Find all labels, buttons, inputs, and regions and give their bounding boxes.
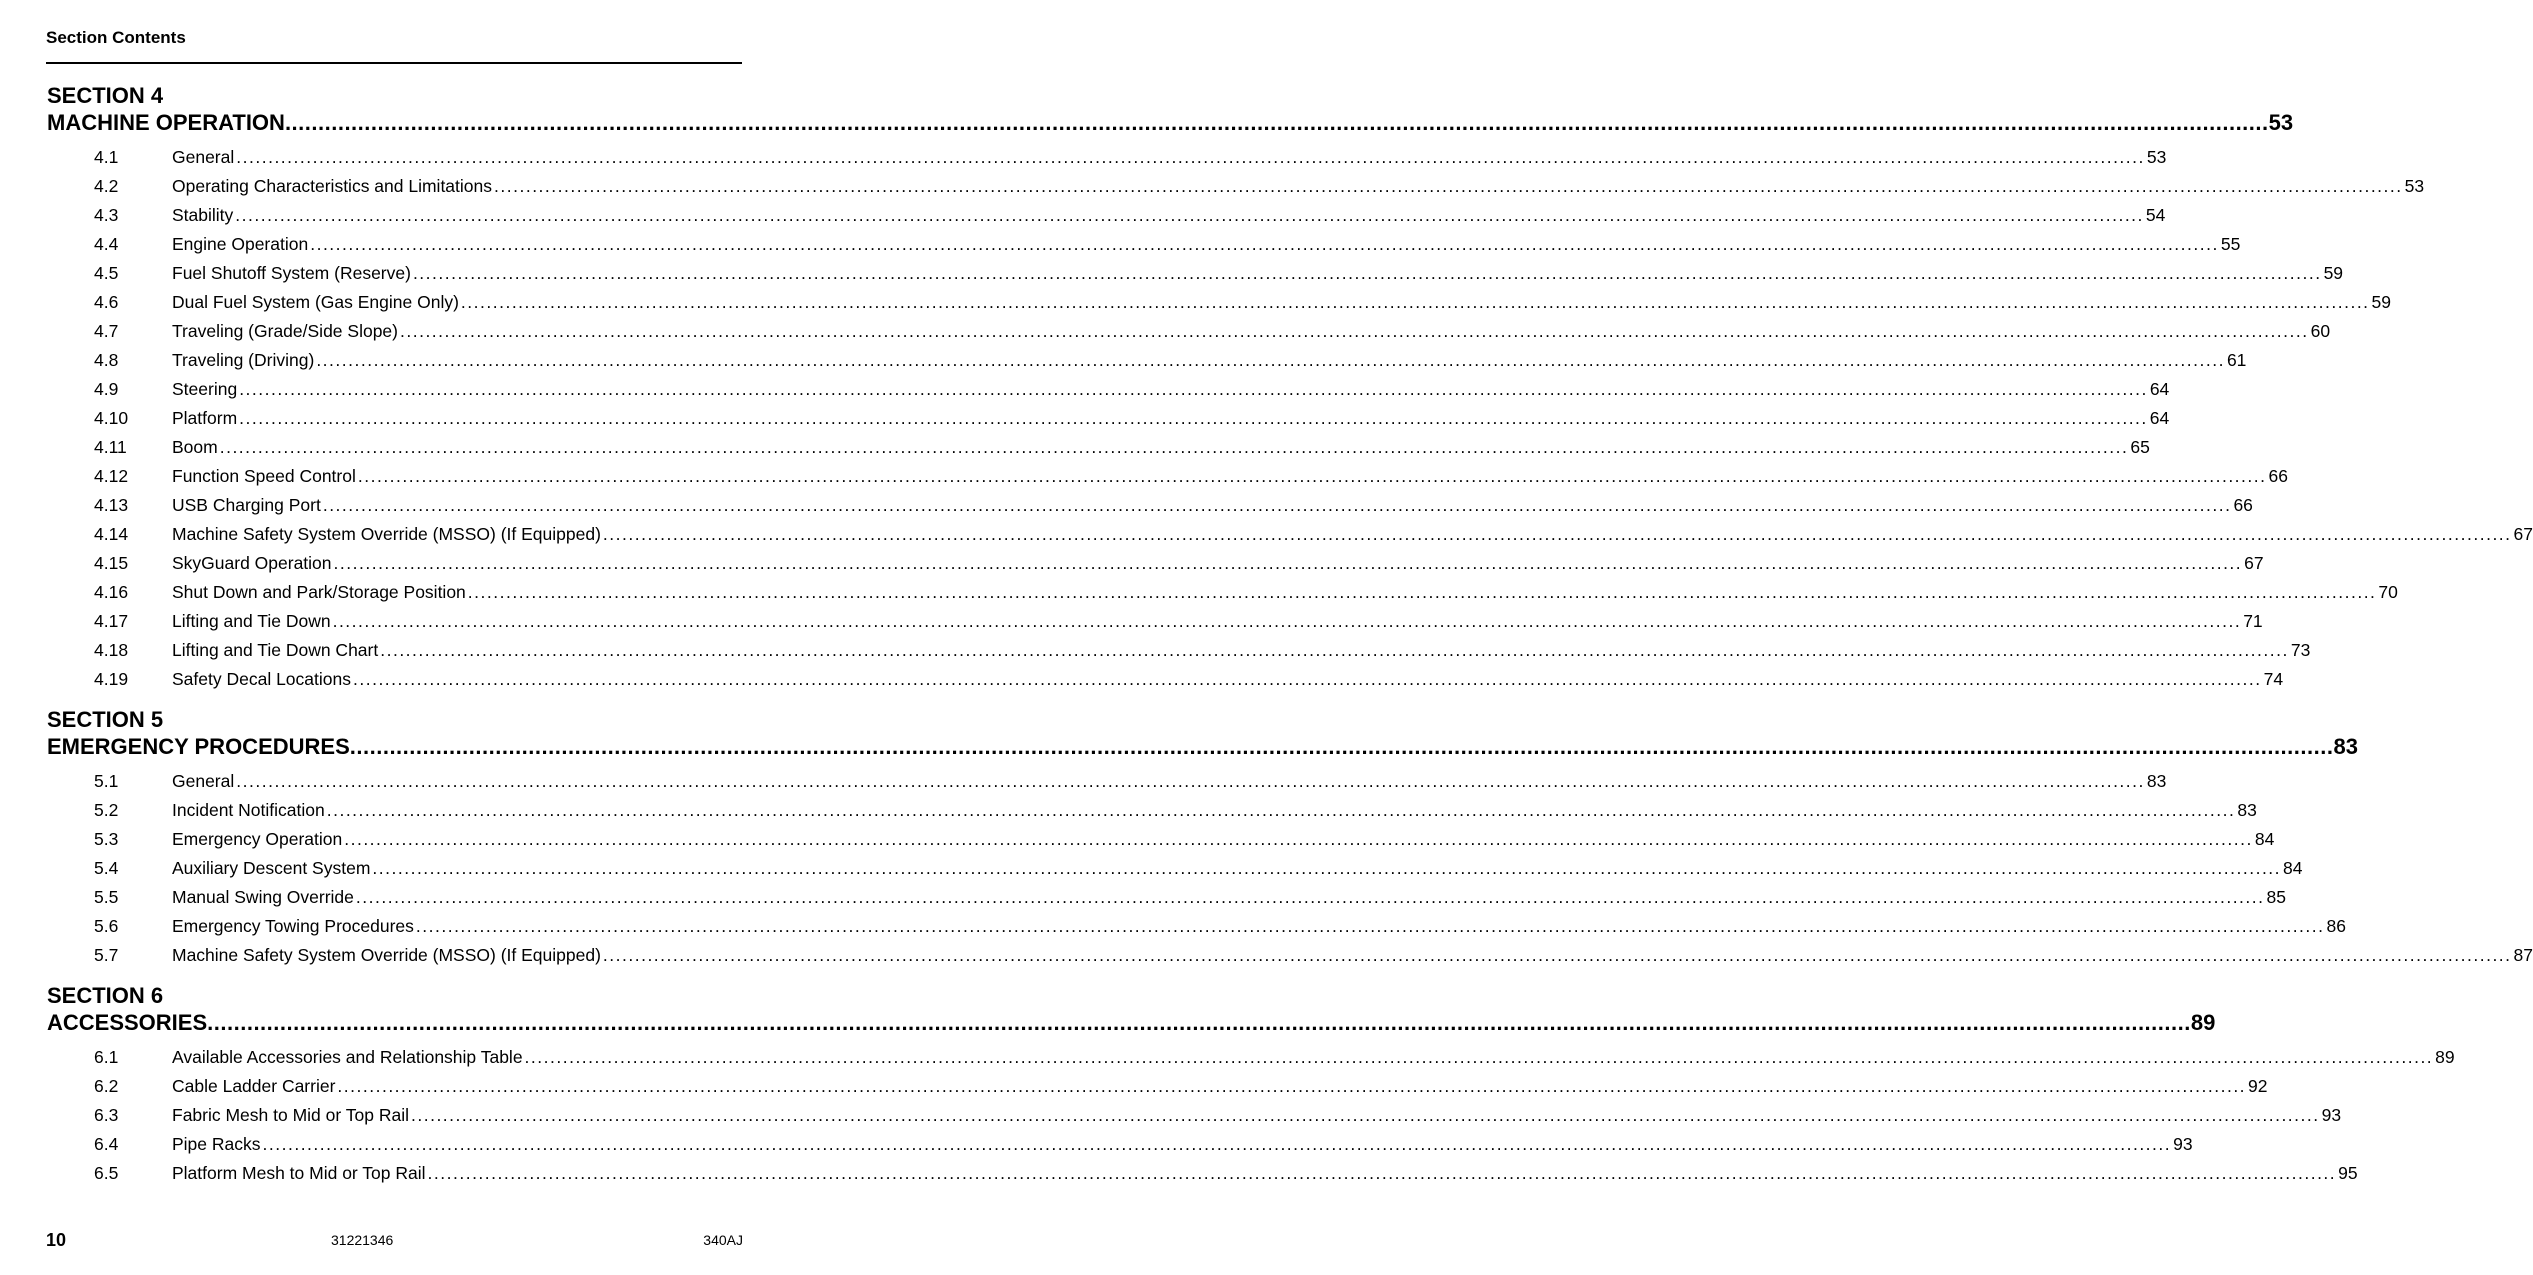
footer-model: 340AJ — [703, 1232, 743, 1248]
dot-leader: ............................................................................................................................................................................................................................................................................................................ — [316, 350, 2225, 370]
dot-leader: ............................................................................................................................................................................................................................................................................................................ — [207, 1010, 2191, 1035]
entry-number: 4.2 — [94, 176, 119, 196]
entry-title: Shut Down and Park/Storage Position — [172, 582, 466, 602]
entry-number: 4.3 — [94, 205, 119, 225]
dot-leader: ............................................................................................................................................................................................................................................................................................................ — [380, 640, 2289, 660]
toc-entry — [47, 665, 2284, 694]
toc-section — [47, 982, 2455, 1188]
entry-page-number: 93 — [2173, 1134, 2193, 1154]
entry-title: General — [172, 771, 235, 791]
toc-entry — [47, 796, 2257, 825]
dot-leader: ............................................................................................................................................................................................................................................................................................................ — [337, 1076, 2247, 1096]
entry-number: 4.15 — [94, 553, 129, 573]
entry-number: 4.13 — [94, 495, 129, 515]
entry-number: 5.5 — [94, 887, 119, 907]
entry-number: 4.12 — [94, 466, 129, 486]
entry-title: Incident Notification — [172, 800, 325, 820]
entry-title: Available Accessories and Relationship Table — [172, 1047, 523, 1067]
footer-document-number: 31221346 — [331, 1232, 394, 1248]
toc-entry — [47, 375, 2170, 404]
toc-entry — [47, 259, 2344, 288]
toc-entry — [47, 1043, 2455, 1072]
dot-leader: ............................................................................................................................................................................................................................................................................................................ — [400, 321, 2309, 341]
dot-leader: ............................................................................................................................................................................................................................................................................................................ — [262, 1134, 2172, 1154]
entry-page-number: 93 — [2321, 1105, 2342, 1125]
entry-title: Stability — [172, 205, 234, 225]
dot-leader: ............................................................................................................................................................................................................................................................................................................ — [494, 176, 2403, 196]
entry-number: 4.7 — [94, 321, 119, 341]
entry-page-number: 71 — [2243, 611, 2263, 631]
entry-title: Engine Operation — [172, 234, 309, 254]
entry-number: 5.7 — [94, 945, 119, 965]
toc-entry — [47, 288, 2392, 317]
dot-leader: ............................................................................................................................................................................................................................................................................................................ — [239, 379, 2148, 399]
section-title-row — [47, 109, 2294, 137]
toc-entry — [47, 767, 2167, 796]
dot-leader: ............................................................................................................................................................................................................................................................................................................ — [235, 205, 2144, 225]
table-of-contents — [47, 82, 2533, 1200]
entry-page-number: 87 — [2513, 945, 2533, 965]
section-page-number: 53 — [2268, 110, 2294, 135]
toc-entry — [47, 854, 2303, 883]
section-number: SECTION 5 — [47, 707, 164, 732]
entry-title: Machine Safety System Override (MSSO) (If Equipped) — [172, 945, 601, 965]
entry-number: 4.11 — [94, 437, 127, 457]
entry-page-number: 74 — [2263, 669, 2284, 689]
section-title: EMERGENCY PROCEDURES — [47, 734, 350, 759]
entry-number: 5.3 — [94, 829, 119, 849]
entry-title: Emergency Operation — [172, 829, 343, 849]
entry-title: Auxiliary Descent System — [172, 858, 371, 878]
dot-leader: ............................................................................................................................................................................................................................................................................................................ — [349, 734, 2334, 759]
toc-entry — [47, 912, 2346, 941]
dot-leader: ............................................................................................................................................................................................................................................................................................................ — [344, 829, 2253, 849]
entry-title: Safety Decal Locations — [172, 669, 351, 689]
entry-page-number: 59 — [2323, 263, 2344, 283]
entry-title: Fabric Mesh to Mid or Top Rail — [172, 1105, 409, 1125]
entry-number: 6.1 — [94, 1047, 119, 1067]
entry-title: Emergency Towing Procedures — [172, 916, 414, 936]
entry-page-number: 64 — [2149, 379, 2170, 399]
dot-leader: ............................................................................................................................................................................................................................................................................................................ — [460, 292, 2370, 312]
entry-page-number: 83 — [2237, 800, 2257, 820]
entry-number: 4.6 — [94, 292, 119, 312]
entry-page-number: 66 — [2268, 466, 2288, 486]
entry-number: 4.8 — [94, 350, 119, 370]
entry-page-number: 53 — [2404, 176, 2425, 196]
entry-number: 4.4 — [94, 234, 119, 254]
toc-section — [47, 82, 2533, 694]
toc-section — [47, 706, 2533, 970]
section-title: MACHINE OPERATION — [47, 110, 285, 135]
section-page-number: 89 — [2190, 1010, 2216, 1035]
dot-leader: ............................................................................................................................................................................................................................................................................................................ — [602, 945, 2512, 965]
entry-title: Lifting and Tie Down Chart — [172, 640, 379, 660]
toc-entry — [47, 883, 2286, 912]
toc-entry — [47, 433, 2150, 462]
entry-number: 6.2 — [94, 1076, 119, 1096]
entry-page-number: 92 — [2248, 1076, 2268, 1096]
dot-leader: ............................................................................................................................................................................................................................................................................................................ — [236, 771, 2145, 791]
entry-number: 4.16 — [94, 582, 129, 602]
entry-page-number: 61 — [2226, 350, 2247, 370]
dot-leader: ............................................................................................................................................................................................................................................................................................................ — [524, 1047, 2434, 1067]
entry-page-number: 67 — [2513, 524, 2533, 544]
entry-number: 4.18 — [94, 640, 129, 660]
toc-entry — [47, 1159, 2358, 1188]
section-title: ACCESSORIES — [47, 1010, 208, 1035]
dot-leader: ............................................................................................................................................................................................................................................................................................................ — [239, 408, 2148, 428]
entry-title: General — [172, 147, 235, 167]
entry-page-number: 66 — [2233, 495, 2253, 515]
toc-entry — [47, 578, 2398, 607]
entry-number: 5.4 — [94, 858, 119, 878]
dot-leader: ............................................................................................................................................................................................................................................................................................................ — [357, 466, 2267, 486]
toc-entry — [47, 825, 2275, 854]
entry-page-number: 84 — [2283, 858, 2303, 878]
dot-leader: ............................................................................................................................................................................................................................................................................................................ — [236, 147, 2145, 167]
section-title-row — [47, 733, 2358, 761]
entry-number: 6.5 — [94, 1163, 119, 1183]
entry-page-number: 53 — [2146, 147, 2167, 167]
entry-number: 4.19 — [94, 669, 129, 689]
section-page-number: 83 — [2333, 734, 2358, 759]
dot-leader: ............................................................................................................................................................................................................................................................................................................ — [467, 582, 2377, 602]
dot-leader: ............................................................................................................................................................................................................................................................................................................ — [372, 858, 2282, 878]
header-divider — [46, 62, 742, 64]
entry-title: Traveling (Grade/Side Slope) — [172, 321, 398, 341]
entry-page-number: 60 — [2310, 321, 2331, 341]
entry-title: Dual Fuel System (Gas Engine Only) — [172, 292, 459, 312]
entry-number: 6.3 — [94, 1105, 119, 1125]
entry-title: Operating Characteristics and Limitations — [172, 176, 493, 196]
entry-page-number: 64 — [2149, 408, 2170, 428]
toc-entry — [47, 317, 2331, 346]
toc-entry — [47, 520, 2533, 549]
dot-leader: ............................................................................................................................................................................................................................................................................................................ — [411, 1105, 2320, 1125]
entry-page-number: 54 — [2145, 205, 2166, 225]
entry-title: Manual Swing Override — [172, 887, 354, 907]
toc-entry — [47, 607, 2263, 636]
dot-leader: ............................................................................................................................................................................................................................................................................................................ — [332, 611, 2242, 631]
toc-entry — [47, 636, 2311, 665]
entry-page-number: 70 — [2378, 582, 2398, 602]
dot-leader: ............................................................................................................................................................................................................................................................................................................ — [219, 437, 2129, 457]
toc-entry — [47, 404, 2170, 433]
entry-page-number: 83 — [2146, 771, 2167, 791]
entry-page-number: 67 — [2244, 553, 2264, 573]
entry-number: 4.17 — [94, 611, 129, 631]
entry-number: 4.14 — [94, 524, 129, 544]
toc-entry — [47, 143, 2167, 172]
entry-title: Traveling (Driving) — [172, 350, 315, 370]
toc-entry — [47, 230, 2241, 259]
toc-entry — [47, 172, 2425, 201]
entry-page-number: 95 — [2338, 1163, 2358, 1183]
toc-entry — [47, 549, 2264, 578]
entry-title: SkyGuard Operation — [172, 553, 332, 573]
dot-leader: ............................................................................................................................................................................................................................................................................................................ — [322, 495, 2232, 515]
entry-title: Cable Ladder Carrier — [172, 1076, 336, 1096]
entry-title: Boom — [172, 437, 218, 457]
entry-number: 4.9 — [94, 379, 119, 399]
entry-page-number: 85 — [2266, 887, 2286, 907]
toc-entry — [47, 941, 2533, 970]
section-number: SECTION 4 — [47, 83, 164, 108]
entry-page-number: 59 — [2371, 292, 2392, 312]
dot-leader: ............................................................................................................................................................................................................................................................................................................ — [415, 916, 2325, 936]
entry-title: Fuel Shutoff System (Reserve) — [172, 263, 411, 283]
toc-entry — [47, 462, 2288, 491]
entry-number: 4.5 — [94, 263, 119, 283]
toc-entry — [47, 1101, 2342, 1130]
entry-page-number: 84 — [2254, 829, 2275, 849]
dot-leader: ............................................................................................................................................................................................................................................................................................................ — [353, 669, 2262, 689]
dot-leader: ............................................................................................................................................................................................................................................................................................................ — [326, 800, 2236, 820]
dot-leader: ............................................................................................................................................................................................................................................................................................................ — [412, 263, 2322, 283]
entry-title: USB Charging Port — [172, 495, 321, 515]
toc-entry — [47, 346, 2247, 375]
entry-title: Steering — [172, 379, 238, 399]
entry-number: 5.1 — [94, 771, 119, 791]
entry-page-number: 89 — [2435, 1047, 2455, 1067]
toc-entry — [47, 201, 2166, 230]
entry-number: 4.10 — [94, 408, 129, 428]
footer-page-number: 10 — [46, 1230, 67, 1250]
page-header-title: Section Contents — [46, 28, 186, 47]
dot-leader: ............................................................................................................................................................................................................................................................................................................ — [602, 524, 2512, 544]
toc-entry — [47, 491, 2253, 520]
section-title-row — [47, 1009, 2216, 1037]
entry-page-number: 86 — [2326, 916, 2346, 936]
entry-number: 5.6 — [94, 916, 119, 936]
entry-title: Pipe Racks — [172, 1134, 261, 1154]
entry-title: Platform Mesh to Mid or Top Rail — [172, 1163, 426, 1183]
entry-title: Function Speed Control — [172, 466, 356, 486]
entry-number: 4.1 — [94, 147, 119, 167]
dot-leader: ............................................................................................................................................................................................................................................................................................................ — [355, 887, 2265, 907]
dot-leader: ............................................................................................................................................................................................................................................................................................................ — [333, 553, 2243, 573]
toc-entry — [47, 1072, 2268, 1101]
entry-page-number: 73 — [2290, 640, 2311, 660]
dot-leader: ............................................................................................................................................................................................................................................................................................................ — [284, 110, 2269, 135]
entry-number: 6.4 — [94, 1134, 119, 1154]
dot-leader: ............................................................................................................................................................................................................................................................................................................ — [427, 1163, 2337, 1183]
entry-title: Machine Safety System Override (MSSO) (If Equipped) — [172, 524, 601, 544]
entry-title: Platform — [172, 408, 238, 428]
entry-number: 5.2 — [94, 800, 119, 820]
section-number: SECTION 6 — [47, 983, 164, 1008]
entry-title: Lifting and Tie Down — [172, 611, 331, 631]
dot-leader: ............................................................................................................................................................................................................................................................................................................ — [310, 234, 2219, 254]
toc-entry — [47, 1130, 2193, 1159]
entry-page-number: 65 — [2130, 437, 2150, 457]
entry-page-number: 55 — [2220, 234, 2241, 254]
